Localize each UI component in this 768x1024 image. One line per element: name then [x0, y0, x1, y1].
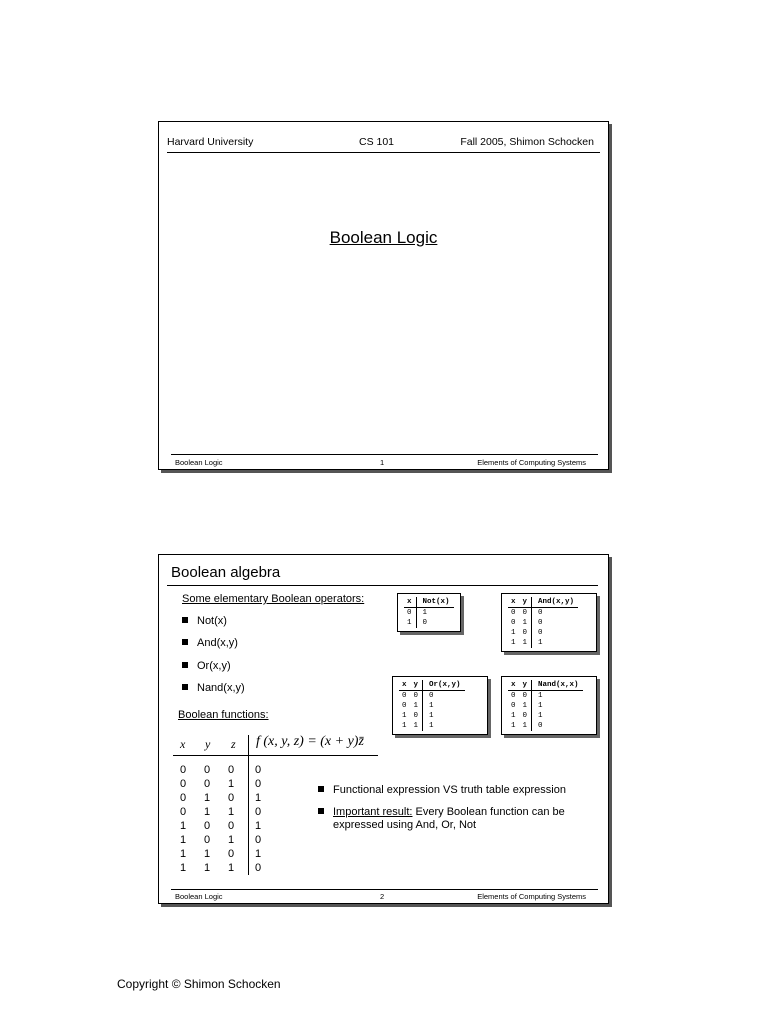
fn-table-cell: 0 [203, 820, 211, 832]
fn-table-cell: 0 [227, 820, 235, 832]
bullet-square-icon [182, 639, 188, 645]
fn-table-cell: 1 [179, 834, 187, 846]
truth-table-row [508, 608, 578, 619]
truth-table-cell: 1 [413, 722, 419, 730]
slide-2 [158, 554, 609, 904]
fn-table-cell: 1 [179, 862, 187, 874]
fn-table-cell: 1 [227, 806, 235, 818]
truth-table-cell: Or(x,y) [423, 680, 465, 691]
truth-table-header-row [508, 597, 578, 608]
footer-topic: Boolean Logic [175, 892, 223, 901]
slide-title: Boolean algebra [171, 564, 281, 581]
footer-rule [171, 454, 598, 455]
fn-table-row [176, 764, 276, 778]
fn-header-y: y [205, 737, 211, 751]
truth-table-cell: Not(x) [416, 597, 454, 608]
truth-table-row [399, 691, 465, 702]
truth-table-cell: 1 [522, 722, 528, 730]
nand-truth-table [501, 676, 597, 735]
truth-table-cell: 1 [511, 722, 516, 730]
truth-table-row [508, 618, 578, 628]
bullet-square-icon [182, 617, 188, 623]
fn-table-cell: 1 [179, 820, 187, 832]
truth-table-cell: 0 [532, 628, 579, 638]
truth-table-cell: 1 [522, 702, 528, 710]
truth-table-cell: 0 [423, 691, 465, 702]
truth-table-cell: 1 [522, 619, 528, 627]
fn-header-z: z [231, 737, 236, 751]
truth-table-cell: 1 [511, 712, 516, 720]
truth-table-cell: 0 [511, 609, 516, 617]
truth-table-cell: 1 [402, 712, 407, 720]
truth-table-cell: 1 [511, 639, 516, 647]
truth-table-row [399, 721, 465, 731]
truth-table-cell: y [520, 597, 532, 608]
fn-table-cell: 0 [227, 848, 235, 860]
truth-table-row [508, 701, 583, 711]
fn-table-row [176, 806, 276, 820]
operator-item: Or(x,y) [182, 660, 231, 672]
fn-table-row [176, 820, 276, 834]
header-course: CS 101 [359, 136, 395, 148]
truth-table-cell: x [508, 680, 520, 691]
copyright-notice: Copyright © Shimon Schocken [117, 977, 281, 991]
truth-table-row [404, 608, 454, 619]
truth-table-row [508, 638, 578, 648]
truth-table-cell: 1 [423, 721, 465, 731]
truth-table-cell: 0 [522, 692, 528, 700]
bullet-important-result-continued: expressed using And, Or, Not [333, 819, 477, 831]
truth-table-cell: 0 [522, 609, 528, 617]
fn-table-cell: 0 [203, 834, 211, 846]
title-rule [167, 585, 598, 586]
truth-table-cell: y [520, 680, 532, 691]
fn-table-cell: 1 [227, 778, 235, 790]
truth-table-cell: 0 [413, 712, 419, 720]
fn-table-cell: 0 [203, 764, 211, 776]
footer-rule [171, 889, 598, 890]
fn-table-cell: 0 [179, 792, 187, 804]
truth-table-cell: 1 [532, 701, 583, 711]
truth-table-cell: x [508, 597, 520, 608]
fn-table-cell: 0 [254, 778, 262, 790]
truth-table-cell: 0 [413, 692, 419, 700]
truth-table-row [508, 628, 578, 638]
truth-table-cell: 0 [532, 608, 579, 619]
truth-table-cell: 1 [532, 638, 579, 648]
truth-table-cell: 1 [423, 701, 465, 711]
bullet-square-icon [318, 808, 324, 814]
header-term: Fall 2005, Shimon Schocken [460, 136, 594, 148]
truth-table-cell: 1 [511, 629, 516, 637]
truth-table-cell: y [411, 680, 423, 691]
truth-table-cell: 0 [522, 712, 528, 720]
slide-title: Boolean Logic [329, 228, 438, 247]
fn-table-row [176, 848, 276, 862]
functions-heading: Boolean functions: [178, 709, 269, 721]
truth-table-row [508, 711, 583, 721]
truth-table-cell: 0 [511, 619, 516, 627]
fn-table-cell: 0 [179, 764, 187, 776]
fn-formula: f (x, y, z) = (x + y)z̄ [256, 734, 364, 749]
truth-table-cell: 0 [522, 629, 528, 637]
truth-table-row [399, 711, 465, 721]
fn-table-cell: 1 [203, 806, 211, 818]
truth-table-cell: 1 [532, 691, 583, 702]
truth-table-row [399, 701, 465, 711]
header-university: Harvard University [167, 136, 254, 148]
fn-table-cell: 1 [203, 792, 211, 804]
truth-table-cell: 1 [423, 711, 465, 721]
truth-table-row [404, 618, 454, 628]
truth-table-cell: 0 [402, 702, 407, 710]
bullet-important-result: Important result: Every Boolean function can be [318, 806, 565, 818]
fn-table-row [176, 862, 276, 876]
not-truth-table [397, 593, 461, 632]
fn-table-cell: 1 [203, 848, 211, 860]
fn-table-cell: 1 [254, 848, 262, 860]
truth-table-cell: 0 [532, 618, 579, 628]
footer-page-number: 1 [380, 458, 385, 467]
fn-table-cell: 0 [203, 778, 211, 790]
fn-table-cell: 1 [227, 834, 235, 846]
truth-table-cell: Nand(x,x) [532, 680, 583, 691]
operator-item: Nand(x,y) [182, 682, 245, 694]
truth-table-cell: 1 [413, 702, 419, 710]
footer-topic: Boolean Logic [175, 458, 223, 467]
truth-table-cell: 1 [522, 639, 528, 647]
truth-table-cell: 0 [407, 609, 412, 617]
truth-table-cell: 1 [532, 711, 583, 721]
truth-table-cell: 0 [532, 721, 583, 731]
truth-table-cell: 1 [416, 608, 454, 619]
truth-table-cell: And(x,y) [532, 597, 579, 608]
truth-table-cell: 0 [402, 692, 407, 700]
fn-table-cell: 1 [227, 862, 235, 874]
fn-header-x: x [180, 737, 186, 751]
truth-table-cell: 0 [511, 692, 516, 700]
truth-table-cell: 1 [407, 619, 412, 627]
fn-table-cell: 1 [203, 862, 211, 874]
fn-table-row [176, 792, 276, 806]
footer-book: Elements of Computing Systems [477, 892, 586, 901]
truth-table-header-row [399, 680, 465, 691]
fn-table-cell: 0 [227, 764, 235, 776]
fn-table-cell: 0 [227, 792, 235, 804]
fn-table-cell: 1 [254, 820, 262, 832]
footer-book: Elements of Computing Systems [477, 458, 586, 467]
operators-heading: Some elementary Boolean operators: [182, 593, 365, 605]
truth-table-cell: x [404, 597, 416, 608]
truth-table-cell: 0 [511, 702, 516, 710]
truth-table-header-row [404, 597, 454, 608]
or-truth-table [392, 676, 488, 735]
truth-table-cell: x [399, 680, 411, 691]
fn-table-cell: 0 [254, 834, 262, 846]
bullet-square-icon [182, 662, 188, 668]
truth-table-row [508, 721, 583, 731]
fn-header-rule [173, 755, 378, 756]
truth-table-header-row [508, 680, 583, 691]
truth-table-cell: 0 [416, 618, 454, 628]
bullet-square-icon [318, 786, 324, 792]
truth-table-cell: 1 [402, 722, 407, 730]
bullet-functional: Functional expression VS truth table expression [318, 784, 566, 796]
operator-item: And(x,y) [182, 637, 238, 649]
fn-table-cell: 0 [254, 806, 262, 818]
fn-table-cell: 0 [179, 778, 187, 790]
footer-page-number: 2 [380, 892, 385, 901]
operator-item: Not(x) [182, 615, 227, 627]
fn-table-cell: 0 [179, 806, 187, 818]
truth-table-row [508, 691, 583, 702]
slide-1 [158, 121, 609, 470]
fn-table-cell: 1 [254, 792, 262, 804]
and-truth-table [501, 593, 597, 652]
fn-table-cell: 0 [254, 764, 262, 776]
fn-rows [176, 764, 276, 876]
fn-table-cell: 1 [179, 848, 187, 860]
fn-table-row [176, 778, 276, 792]
fn-table-cell: 0 [254, 862, 262, 874]
fn-table-row [176, 834, 276, 848]
header-rule [167, 152, 600, 153]
bullet-square-icon [182, 684, 188, 690]
